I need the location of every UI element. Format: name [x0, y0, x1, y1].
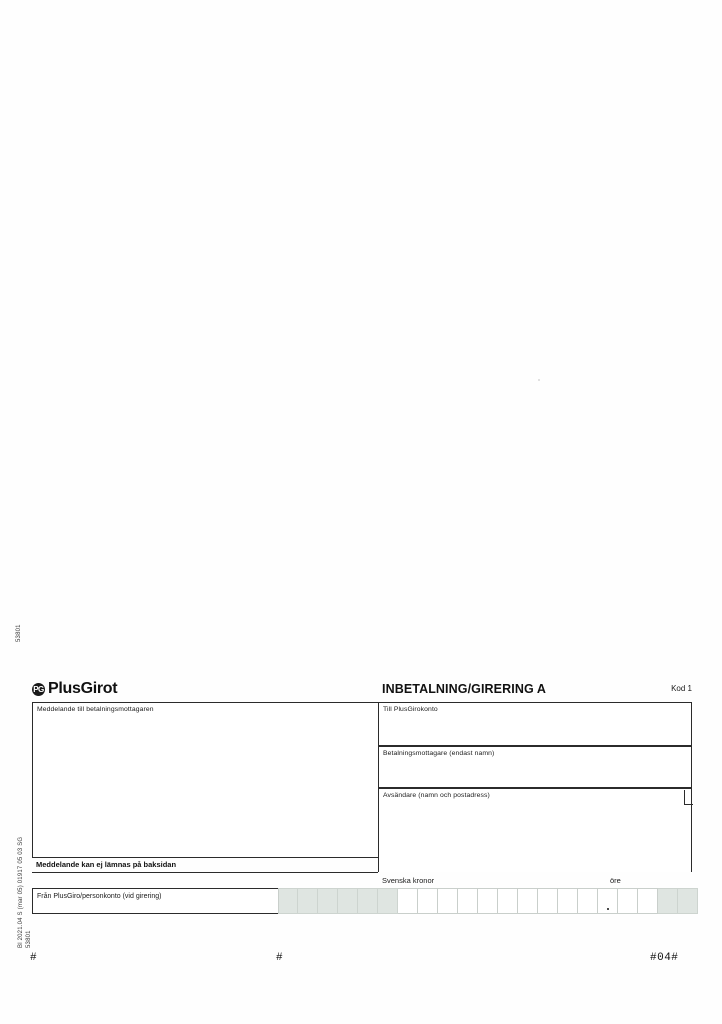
micr-middle: # — [276, 952, 284, 964]
sender-corner-tick — [684, 790, 693, 805]
account-field[interactable] — [378, 702, 692, 746]
micr-right: #04# — [650, 952, 679, 964]
side-form-id: Bl 2021.04 S (mar 05) 01917 05 03 SG — [18, 836, 24, 948]
amount-cell[interactable] — [298, 888, 318, 914]
micr-left: # — [30, 952, 38, 964]
document-title: INBETALNING/GIRERING A — [382, 682, 547, 696]
sender-label: Avsändare (namn och postadress) — [383, 792, 490, 799]
amount-cell[interactable] — [318, 888, 338, 914]
plusgirot-logo — [32, 680, 117, 698]
document-code: Kod 1 — [671, 684, 692, 693]
voucher-header — [32, 680, 692, 702]
payment-voucher — [32, 680, 692, 930]
message-label: Meddelande till betalningsmottagaren — [37, 706, 154, 713]
amount-cell[interactable] — [638, 888, 658, 914]
amount-cell[interactable] — [518, 888, 538, 914]
amount-cell[interactable] — [418, 888, 438, 914]
amount-cell[interactable] — [398, 888, 418, 914]
amount-cell[interactable] — [438, 888, 458, 914]
amount-cell[interactable] — [678, 888, 698, 914]
plusgirot-mark-icon: PG — [33, 684, 44, 694]
amount-cell[interactable] — [378, 888, 398, 914]
amount-cell[interactable] — [538, 888, 558, 914]
amount-cell[interactable] — [598, 888, 618, 914]
account-label: Till PlusGirokonto — [383, 706, 438, 713]
amount-cell[interactable] — [578, 888, 598, 914]
from-account-label: Från PlusGiro/personkonto (vid girering) — [37, 893, 162, 900]
sender-field[interactable] — [378, 788, 692, 872]
amount-cell[interactable] — [498, 888, 518, 914]
message-underline — [32, 872, 378, 873]
amount-cell[interactable] — [478, 888, 498, 914]
amount-cell[interactable] — [658, 888, 678, 914]
kronor-label: Svenska kronor — [382, 876, 435, 885]
from-account-field[interactable] — [32, 888, 278, 914]
ore-label: öre — [610, 876, 621, 885]
amount-cell[interactable] — [458, 888, 478, 914]
message-field[interactable] — [32, 702, 378, 858]
payee-field[interactable] — [378, 746, 692, 788]
paper-speck — [538, 379, 540, 381]
payee-label: Betalningsmottagare (endast namn) — [383, 750, 495, 757]
amount-cell[interactable] — [558, 888, 578, 914]
side-code-bottom: 53801 — [26, 930, 32, 948]
amount-cell[interactable] — [338, 888, 358, 914]
side-code-top: 53801 — [16, 624, 22, 642]
amount-cell[interactable] — [618, 888, 638, 914]
message-note: Meddelande kan ej lämnas på baksidan — [36, 860, 177, 869]
amount-cell[interactable] — [278, 888, 298, 914]
plusgirot-wordmark: PlusGirot — [48, 680, 118, 697]
amount-cells[interactable] — [278, 888, 698, 914]
amount-cell[interactable] — [358, 888, 378, 914]
